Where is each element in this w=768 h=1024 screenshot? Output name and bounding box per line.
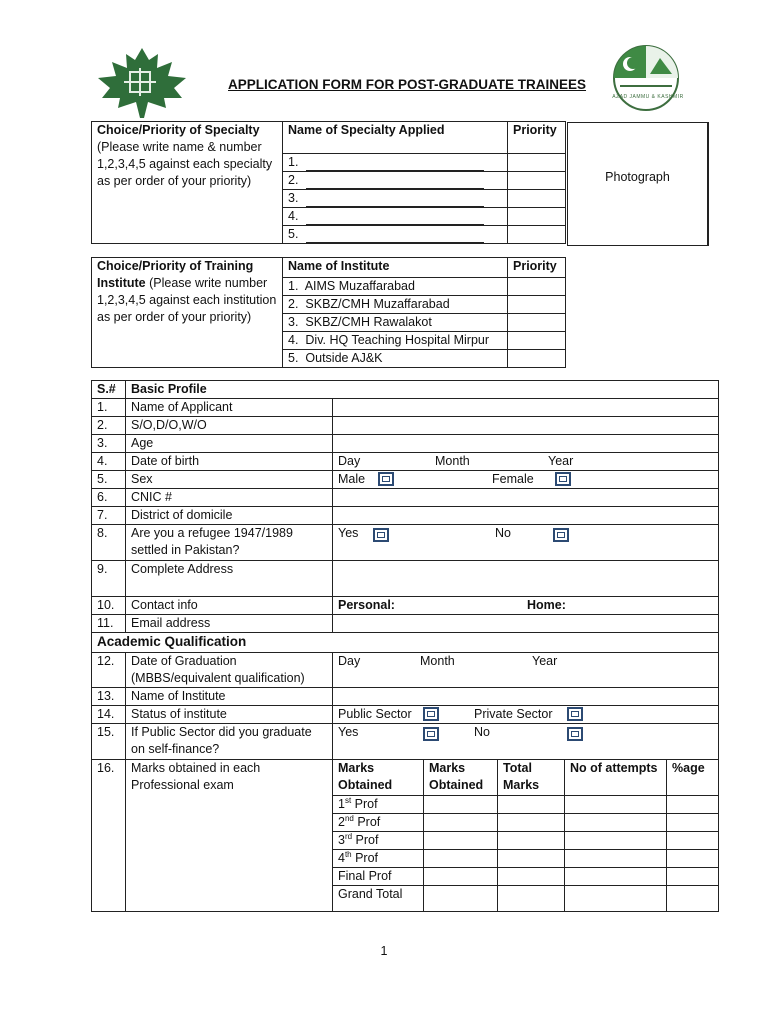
institute-priority-input[interactable] bbox=[508, 350, 566, 368]
table-cell[interactable] bbox=[424, 886, 498, 912]
email-input[interactable] bbox=[333, 615, 719, 633]
graduation-date-input[interactable]: Day Month Year bbox=[333, 653, 719, 688]
self-finance-yes-checkbox[interactable] bbox=[423, 727, 439, 741]
refugee-no-checkbox[interactable] bbox=[553, 528, 569, 542]
table-cell[interactable] bbox=[667, 814, 719, 832]
specialty-instructions-cell bbox=[92, 122, 283, 244]
seal-caption: AZAD JAMMU & KASHMIR bbox=[612, 94, 684, 100]
table-cell: 2. bbox=[92, 417, 126, 435]
label-marks: Marks obtained in each Professional exam bbox=[126, 760, 333, 912]
table-cell: 3. bbox=[92, 435, 126, 453]
table-cell: 11. bbox=[92, 615, 126, 633]
table-cell[interactable] bbox=[565, 814, 667, 832]
label-age: Age bbox=[126, 435, 333, 453]
table-cell: Final Prof bbox=[333, 868, 424, 886]
cnic-input[interactable] bbox=[333, 489, 719, 507]
refugee-options: Yes No bbox=[333, 525, 719, 561]
table-cell: 1. bbox=[92, 399, 126, 417]
label-cnic: CNIC # bbox=[126, 489, 333, 507]
specialty-priority-input[interactable] bbox=[508, 226, 566, 244]
institute-priority-input[interactable] bbox=[508, 332, 566, 350]
table-cell[interactable] bbox=[565, 886, 667, 912]
table-cell: 7. bbox=[92, 507, 126, 525]
table-cell: 5. bbox=[92, 471, 126, 489]
institute-row: 1. AIMS Muzaffarabad bbox=[283, 278, 508, 296]
page-number: 1 bbox=[380, 944, 388, 958]
label-refugee: Are you a refugee 1947/1989 settled in Pakistan? bbox=[126, 525, 333, 561]
photograph-label: Photograph bbox=[605, 170, 670, 184]
label-domicile: District of domicile bbox=[126, 507, 333, 525]
specialty-priority-input[interactable] bbox=[508, 154, 566, 172]
academic-heading: Academic Qualification bbox=[92, 633, 719, 653]
table-cell[interactable] bbox=[498, 796, 565, 814]
label-sex: Sex bbox=[126, 471, 333, 489]
specialty-row[interactable]: 5. bbox=[283, 226, 508, 244]
table-cell[interactable] bbox=[498, 868, 565, 886]
institute-status-options: Public Sector Private Sector bbox=[333, 706, 719, 724]
specialty-priority-input[interactable] bbox=[508, 190, 566, 208]
institute-heading: Choice/Priority of Training Institute bbox=[97, 259, 254, 290]
specialty-name-header: Name of Specialty Applied bbox=[283, 122, 508, 154]
table-cell[interactable] bbox=[667, 850, 719, 868]
name-input[interactable] bbox=[333, 399, 719, 417]
table-cell: Grand Total bbox=[333, 886, 424, 912]
label-name: Name of Applicant bbox=[126, 399, 333, 417]
table-cell: 3rd Prof bbox=[333, 832, 424, 850]
table-cell[interactable] bbox=[424, 814, 498, 832]
table-cell: 14. bbox=[92, 706, 126, 724]
relation-input[interactable] bbox=[333, 417, 719, 435]
table-cell[interactable] bbox=[424, 796, 498, 814]
private-sector-checkbox[interactable] bbox=[567, 707, 583, 721]
table-cell[interactable] bbox=[667, 832, 719, 850]
table-cell[interactable] bbox=[498, 832, 565, 850]
address-input[interactable] bbox=[333, 561, 719, 597]
label-self-finance: If Public Sector did you graduate on self-finance? bbox=[126, 724, 333, 760]
table-cell[interactable] bbox=[565, 868, 667, 886]
institute-instructions-cell bbox=[92, 258, 283, 368]
specialty-row[interactable]: 2. bbox=[283, 172, 508, 190]
institute-row: 4. Div. HQ Teaching Hospital Mirpur bbox=[283, 332, 508, 350]
table-cell: 15. bbox=[92, 724, 126, 760]
ajk-seal-logo bbox=[604, 44, 688, 112]
institute-input[interactable] bbox=[333, 688, 719, 706]
dob-input[interactable]: Day Month Year bbox=[333, 453, 719, 471]
institute-priority-input[interactable] bbox=[508, 314, 566, 332]
label-contact: Contact info bbox=[126, 597, 333, 615]
age-input[interactable] bbox=[333, 435, 719, 453]
contact-input[interactable]: Personal: Home: bbox=[333, 597, 719, 615]
label-relation: S/O,D/O,W/O bbox=[126, 417, 333, 435]
institute-instructions: (Please write number 1,2,3,4,5 against each institution as per order of your priority) bbox=[97, 276, 277, 324]
label-email: Email address bbox=[126, 615, 333, 633]
institute-table bbox=[91, 257, 566, 368]
percentage-header: %age bbox=[667, 760, 719, 796]
institute-row: 5. Outside AJ&K bbox=[283, 350, 508, 368]
institute-name-header: Name of Institute bbox=[283, 258, 508, 278]
public-sector-checkbox[interactable] bbox=[423, 707, 439, 721]
table-cell: 2nd Prof bbox=[333, 814, 424, 832]
institute-row: 2. SKBZ/CMH Muzaffarabad bbox=[283, 296, 508, 314]
table-cell[interactable] bbox=[565, 832, 667, 850]
institute-priority-header: Priority bbox=[508, 258, 566, 278]
table-cell[interactable] bbox=[498, 886, 565, 912]
institute-priority-input[interactable] bbox=[508, 278, 566, 296]
sn-header: S.# bbox=[92, 381, 126, 399]
table-cell: 4th Prof bbox=[333, 850, 424, 868]
domicile-input[interactable] bbox=[333, 507, 719, 525]
specialty-instructions: (Please write name & number 1,2,3,4,5 against each specialty as per order of your priority) bbox=[97, 140, 273, 188]
table-cell[interactable] bbox=[667, 868, 719, 886]
specialty-priority-input[interactable] bbox=[508, 172, 566, 190]
table-cell: 10. bbox=[92, 597, 126, 615]
total-marks-header: Total Marks bbox=[498, 760, 565, 796]
table-cell: 6. bbox=[92, 489, 126, 507]
specialty-table bbox=[91, 121, 566, 244]
self-finance-options: Yes No bbox=[333, 724, 719, 760]
institute-priority-input[interactable] bbox=[508, 296, 566, 314]
table-cell: 16. bbox=[92, 760, 126, 912]
specialty-row[interactable]: 1. bbox=[283, 154, 508, 172]
self-finance-no-checkbox[interactable] bbox=[567, 727, 583, 741]
attempts-header: No of attempts bbox=[565, 760, 667, 796]
table-cell[interactable] bbox=[424, 868, 498, 886]
basic-profile-heading: Basic Profile bbox=[126, 381, 719, 399]
form-title: APPLICATION FORM FOR POST-GRADUATE TRAINEES bbox=[228, 77, 587, 92]
specialty-row[interactable]: 4. bbox=[283, 208, 508, 226]
label-institute-status: Status of institute bbox=[126, 706, 333, 724]
label-graduation-date: Date of Graduation (MBBS/equivalent qualification) bbox=[126, 653, 333, 688]
specialty-row[interactable]: 3. bbox=[283, 190, 508, 208]
label-address: Complete Address bbox=[126, 561, 333, 597]
male-checkbox[interactable] bbox=[378, 472, 394, 486]
table-cell[interactable] bbox=[565, 850, 667, 868]
refugee-yes-checkbox[interactable] bbox=[373, 528, 389, 542]
photograph-box[interactable] bbox=[567, 122, 709, 246]
specialty-priority-header: Priority bbox=[508, 122, 566, 154]
table-cell[interactable] bbox=[667, 886, 719, 912]
table-cell[interactable] bbox=[424, 850, 498, 868]
table-cell[interactable] bbox=[498, 814, 565, 832]
label-dob: Date of birth bbox=[126, 453, 333, 471]
maple-leaf-logo bbox=[94, 46, 190, 120]
table-cell[interactable] bbox=[498, 850, 565, 868]
table-cell: 1st Prof bbox=[333, 796, 424, 814]
specialty-priority-input[interactable] bbox=[508, 208, 566, 226]
table-cell: 8. bbox=[92, 525, 126, 561]
label-institute: Name of Institute bbox=[126, 688, 333, 706]
table-cell: 4. bbox=[92, 453, 126, 471]
table-cell: 13. bbox=[92, 688, 126, 706]
profile-table bbox=[91, 380, 719, 912]
female-checkbox[interactable] bbox=[555, 472, 571, 486]
sex-options: Male Female bbox=[333, 471, 719, 489]
institute-row: 3. SKBZ/CMH Rawalakot bbox=[283, 314, 508, 332]
table-cell: 9. bbox=[92, 561, 126, 597]
marks-col-header: Marks Obtained bbox=[424, 760, 498, 796]
specialty-heading: Choice/Priority of Specialty bbox=[97, 123, 260, 137]
table-cell: 12. bbox=[92, 653, 126, 688]
table-cell[interactable] bbox=[667, 796, 719, 814]
table-cell[interactable] bbox=[565, 796, 667, 814]
marks-col-header: Marks Obtained bbox=[333, 760, 424, 796]
table-cell[interactable] bbox=[424, 832, 498, 850]
